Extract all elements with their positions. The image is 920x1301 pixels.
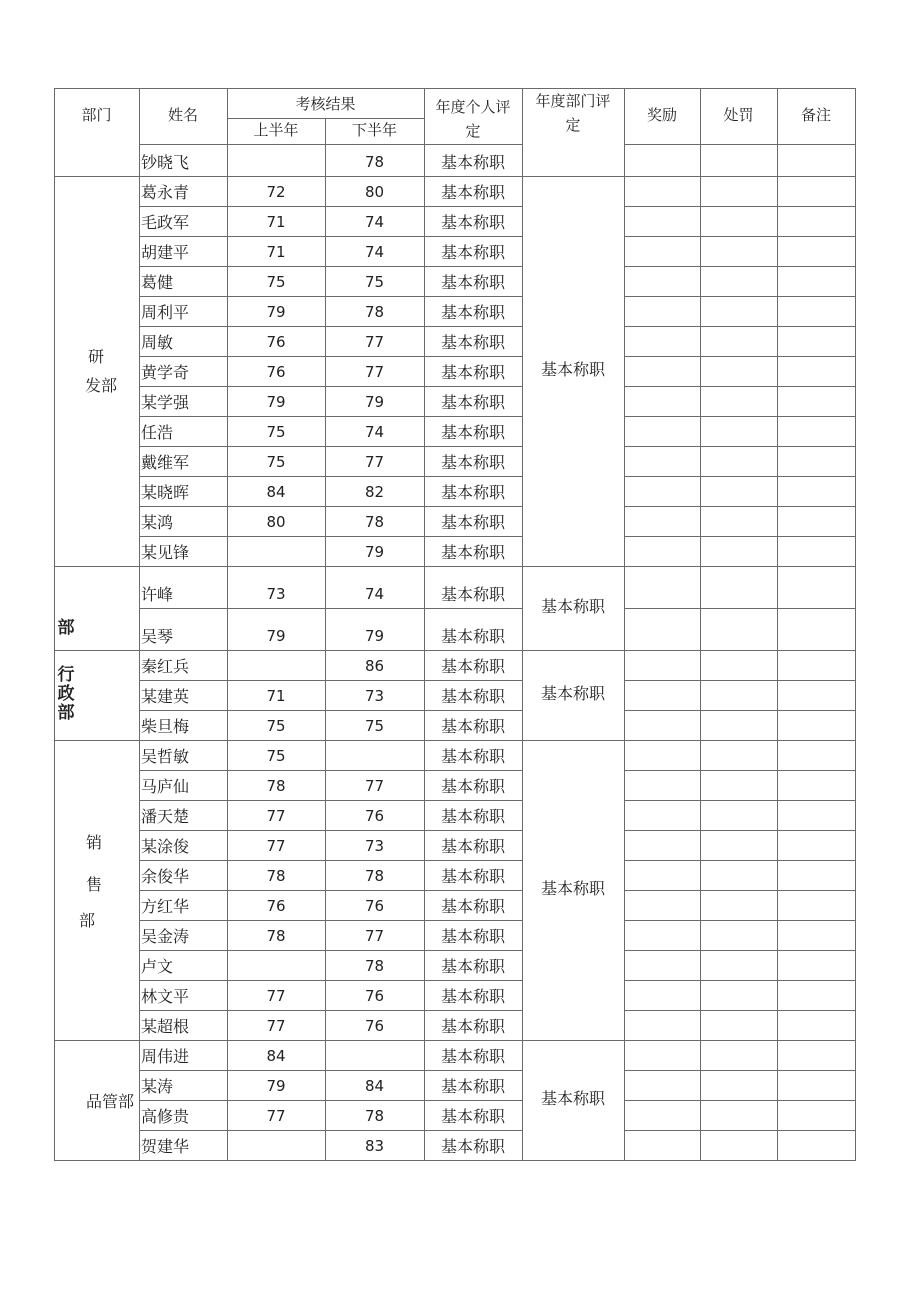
personal-rating: 基本称职: [440, 243, 506, 262]
second-half-score: 74: [364, 585, 385, 603]
employee-name: 某学强: [141, 393, 190, 412]
grid-line: [139, 980, 523, 981]
department-label: 部: [57, 618, 75, 638]
grid-line: [777, 88, 778, 1161]
personal-rating: 基本称职: [440, 657, 506, 676]
employee-name: 许峰: [141, 585, 174, 604]
department-label: 售: [85, 875, 103, 894]
grid-line: [54, 1040, 856, 1041]
employee-name: 某见锋: [141, 543, 190, 562]
grid-line: [139, 266, 523, 267]
grid-line: [624, 608, 856, 609]
dept-header: 部门: [81, 106, 112, 124]
second-half-score: 74: [364, 243, 385, 261]
grid-line: [624, 476, 856, 477]
department-label: 发部: [84, 376, 118, 395]
second-half-score: 76: [364, 987, 385, 1005]
first-half-score: 71: [266, 687, 286, 705]
grid-line: [624, 236, 856, 237]
grid-line: [624, 266, 856, 267]
personal-rating: 基本称职: [440, 717, 506, 736]
personal-rating: 基本称职: [440, 687, 506, 706]
employee-name: 某建英: [141, 687, 190, 706]
grid-line: [54, 650, 856, 651]
employee-name: 林文平: [141, 987, 190, 1006]
grid-line: [139, 680, 523, 681]
grid-line: [54, 176, 856, 177]
personal-rating: 基本称职: [440, 867, 506, 886]
personal-rating: 基本称职: [440, 333, 506, 352]
grid-line: [624, 890, 856, 891]
first-half-score: 78: [266, 927, 286, 945]
first-half-score: 75: [266, 717, 286, 735]
first-half-score: 80: [266, 513, 286, 531]
grid-line: [54, 1160, 856, 1161]
personal-eval-header: 年度个人评: [435, 98, 511, 116]
personal-rating: 基本称职: [440, 585, 506, 604]
employee-name: 某晓晖: [141, 483, 190, 502]
department-evaluation: 基本称职: [540, 1089, 606, 1108]
first-half-score: 77: [266, 987, 286, 1005]
grid-line: [139, 950, 523, 951]
grid-line: [54, 88, 856, 89]
employee-name: 卢文: [141, 957, 174, 976]
employee-name: 潘天楚: [141, 807, 190, 826]
first-half-score: 79: [266, 393, 286, 411]
first-half-score: 76: [266, 363, 286, 381]
first-half-score: 76: [266, 333, 286, 351]
department-label: 政: [57, 684, 75, 704]
personal-eval-header-cont: 定: [465, 122, 481, 140]
second-half-score: 77: [364, 333, 385, 351]
dept-eval-header-cont: 定: [565, 116, 581, 134]
grid-line: [139, 1130, 523, 1131]
second-half-score: 78: [364, 513, 385, 531]
employee-name: 吴金涛: [141, 927, 190, 946]
grid-line: [624, 386, 856, 387]
grid-line: [139, 1070, 523, 1071]
first-half-score: 79: [266, 303, 286, 321]
personal-rating: 基本称职: [440, 213, 506, 232]
personal-rating: 基本称职: [440, 627, 506, 646]
second-half-score: 78: [364, 1107, 385, 1125]
employee-name: 周敏: [141, 333, 174, 352]
grid-line: [624, 980, 856, 981]
personal-rating: 基本称职: [440, 957, 506, 976]
first-half-score: 77: [266, 807, 286, 825]
first-half-score: 73: [266, 585, 286, 603]
grid-line: [139, 1010, 523, 1011]
grid-line: [139, 88, 140, 1161]
employee-name: 周利平: [141, 303, 190, 322]
grid-line: [624, 1100, 856, 1101]
personal-rating: 基本称职: [440, 1047, 506, 1066]
grid-line: [139, 206, 523, 207]
grid-line: [624, 920, 856, 921]
personal-rating: 基本称职: [440, 747, 506, 766]
grid-line: [139, 446, 523, 447]
employee-name: 某超根: [141, 1017, 190, 1036]
second-half-score: 84: [364, 1077, 385, 1095]
first-half-score: 79: [266, 1077, 286, 1095]
department-label: 部: [57, 703, 75, 723]
personal-rating: 基本称职: [440, 897, 506, 916]
first-half-score: 75: [266, 747, 286, 765]
personal-rating: 基本称职: [440, 483, 506, 502]
personal-rating: 基本称职: [440, 1107, 506, 1126]
personal-rating: 基本称职: [440, 513, 506, 532]
grid-line: [624, 1070, 856, 1071]
department-label: 销: [85, 833, 103, 852]
first-half-score: 78: [266, 867, 286, 885]
grid-line: [139, 236, 523, 237]
employee-name: 葛健: [141, 273, 174, 292]
second-half-score: 74: [364, 213, 385, 231]
first-half-score: 71: [266, 213, 286, 231]
grid-line: [139, 608, 523, 609]
personal-rating: 基本称职: [440, 1017, 506, 1036]
employee-name: 某涂俊: [141, 837, 190, 856]
personal-rating: 基本称职: [440, 153, 506, 172]
employee-name: 周伟进: [141, 1047, 190, 1066]
personal-rating: 基本称职: [440, 1077, 506, 1096]
second-half-score: 77: [364, 453, 385, 471]
grid-line: [139, 710, 523, 711]
employee-name: 吴琴: [141, 627, 174, 646]
grid-line: [624, 416, 856, 417]
grid-line: [624, 770, 856, 771]
grid-line: [54, 740, 856, 741]
employee-name: 贺建华: [141, 1137, 190, 1156]
second-half-score: 83: [364, 1137, 385, 1155]
grid-line: [325, 118, 326, 1161]
personal-rating: 基本称职: [440, 273, 506, 292]
first-half-score: 75: [266, 273, 286, 291]
second-half-score: 78: [364, 867, 385, 885]
grid-line: [624, 356, 856, 357]
second-half-score: 80: [364, 183, 385, 201]
first-half-score: 84: [266, 1047, 286, 1065]
grid-line: [700, 88, 701, 1161]
grid-line: [624, 144, 856, 145]
grid-line: [624, 800, 856, 801]
personal-rating: 基本称职: [440, 183, 506, 202]
grid-line: [139, 386, 523, 387]
first-half-score: 75: [266, 423, 286, 441]
grid-line: [139, 860, 523, 861]
grid-line: [139, 144, 523, 145]
second-half-score: 73: [364, 687, 385, 705]
first-half-score: 77: [266, 1017, 286, 1035]
grid-line: [624, 326, 856, 327]
department-evaluation: 基本称职: [540, 684, 606, 703]
grid-line: [139, 800, 523, 801]
grid-line: [624, 950, 856, 951]
grid-line: [139, 506, 523, 507]
personal-rating: 基本称职: [440, 807, 506, 826]
grid-line: [624, 206, 856, 207]
second-half-score: 78: [364, 957, 385, 975]
first-half-score: 72: [266, 183, 286, 201]
grid-line: [139, 770, 523, 771]
first-half-score: 75: [266, 453, 286, 471]
personal-rating: 基本称职: [440, 837, 506, 856]
employee-name: 葛永青: [141, 183, 190, 202]
second-half-score: 74: [364, 423, 385, 441]
employee-name: 柴旦梅: [141, 717, 190, 736]
personal-rating: 基本称职: [440, 393, 506, 412]
grid-line: [139, 830, 523, 831]
personal-rating: 基本称职: [440, 453, 506, 472]
grid-line: [424, 88, 425, 1161]
grid-line: [139, 356, 523, 357]
employee-name: 某鸿: [141, 513, 174, 532]
employee-name: 马庐仙: [141, 777, 190, 796]
second-half-score: 75: [364, 717, 385, 735]
second-half-score: 78: [364, 153, 385, 171]
second-half-score: 82: [364, 483, 385, 501]
grid-line: [624, 680, 856, 681]
department-label: 部: [78, 911, 96, 930]
personal-rating: 基本称职: [440, 777, 506, 796]
personal-rating: 基本称职: [440, 543, 506, 562]
penalty-header: 处罚: [723, 106, 754, 124]
department-evaluation: 基本称职: [540, 597, 606, 616]
second-half-score: 79: [364, 393, 385, 411]
employee-name: 任浩: [141, 423, 174, 442]
grid-line: [227, 88, 228, 1161]
employee-name: 钞晓飞: [141, 153, 190, 172]
grid-line: [855, 88, 856, 1161]
employee-name: 胡建平: [141, 243, 190, 262]
grid-line: [139, 920, 523, 921]
personal-rating: 基本称职: [440, 303, 506, 322]
first-half-score: 77: [266, 837, 286, 855]
department-evaluation: 基本称职: [540, 879, 606, 898]
department-evaluation: 基本称职: [540, 360, 606, 379]
second-half-score: 78: [364, 303, 385, 321]
personal-rating: 基本称职: [440, 927, 506, 946]
second-half-score: 73: [364, 837, 385, 855]
grid-line: [624, 1130, 856, 1131]
second-half-score: 76: [364, 807, 385, 825]
employee-name: 高修贵: [141, 1107, 190, 1126]
grid-line: [624, 710, 856, 711]
second-half-header: 下半年: [351, 121, 398, 139]
remark-header: 备注: [800, 106, 832, 124]
first-half-score: 78: [266, 777, 286, 795]
grid-line: [624, 506, 856, 507]
personal-rating: 基本称职: [440, 1137, 506, 1156]
first-half-score: 79: [266, 627, 286, 645]
grid-line: [139, 476, 523, 477]
reward-header: 奖励: [646, 106, 678, 124]
grid-line: [139, 536, 523, 537]
grid-line: [522, 88, 523, 1161]
department-label: 行: [57, 665, 75, 685]
personal-rating: 基本称职: [440, 423, 506, 442]
first-half-header: 上半年: [253, 121, 299, 139]
assessment-header: 考核结果: [295, 95, 356, 113]
dept-eval-header: 年度部门评: [535, 92, 611, 110]
grid-line: [624, 88, 625, 1161]
second-half-score: 77: [364, 777, 385, 795]
employee-name: 戴维军: [141, 453, 190, 472]
second-half-score: 77: [364, 927, 385, 945]
grid-line: [624, 446, 856, 447]
employee-name: 方红华: [141, 897, 190, 916]
employee-name: 秦红兵: [141, 657, 190, 676]
first-half-score: 71: [266, 243, 286, 261]
name-header: 姓名: [167, 106, 199, 124]
grid-line: [227, 118, 425, 119]
grid-line: [139, 326, 523, 327]
second-half-score: 79: [364, 543, 385, 561]
second-half-score: 76: [364, 1017, 385, 1035]
second-half-score: 86: [364, 657, 385, 675]
first-half-score: 76: [266, 897, 286, 915]
employee-name: 毛政军: [141, 213, 190, 232]
department-label: 品管部: [85, 1092, 135, 1111]
grid-line: [624, 296, 856, 297]
grid-line: [624, 860, 856, 861]
second-half-score: 77: [364, 363, 385, 381]
grid-line: [54, 566, 856, 567]
personal-rating: 基本称职: [440, 987, 506, 1006]
employee-name: 某涛: [141, 1077, 174, 1096]
grid-line: [54, 88, 55, 1161]
second-half-score: 75: [364, 273, 385, 291]
personal-rating: 基本称职: [440, 363, 506, 382]
employee-name: 吴哲敏: [141, 747, 190, 766]
grid-line: [139, 890, 523, 891]
department-label: 研: [87, 347, 105, 366]
employee-name: 余俊华: [141, 867, 190, 886]
grid-line: [624, 830, 856, 831]
employee-name: 黄学奇: [141, 363, 190, 382]
grid-line: [624, 536, 856, 537]
first-half-score: 77: [266, 1107, 286, 1125]
first-half-score: 84: [266, 483, 286, 501]
grid-line: [139, 416, 523, 417]
grid-line: [624, 1010, 856, 1011]
grid-line: [139, 296, 523, 297]
grid-line: [139, 1100, 523, 1101]
second-half-score: 76: [364, 897, 385, 915]
second-half-score: 79: [364, 627, 385, 645]
